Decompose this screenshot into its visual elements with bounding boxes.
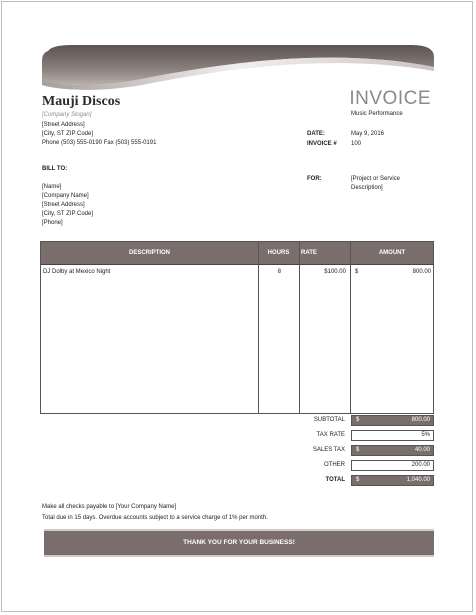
for-label: FOR: [307, 176, 322, 182]
tax-rate-box [351, 430, 434, 441]
bill-to-label: BILL TO: [42, 166, 68, 172]
date-value: May 9, 2016 [351, 131, 385, 137]
for-value: [Project or Service Description] [351, 176, 401, 191]
row-hours: 8 [277, 269, 281, 275]
bill-to-city: [City, ST ZIP Code] [42, 211, 94, 217]
invoice-title: INVOICE [349, 88, 431, 109]
subtotal-value: 800.00 [411, 417, 430, 423]
payment-notes [42, 503, 268, 523]
sales-tax-label: SALES TAX [312, 447, 345, 453]
sales-tax-currency: $ [356, 447, 360, 453]
col-rate-header: RATE [301, 250, 317, 256]
company-street: [Street Address] [42, 122, 85, 128]
total-label: TOTAL [325, 477, 345, 483]
row-description: DJ Dolby at Mexico Night [43, 269, 111, 275]
tax-rate-label: TAX RATE [316, 432, 345, 438]
company-slogan: [Company Slogan] [42, 112, 92, 118]
company-address [42, 121, 156, 148]
col-amount-header: AMOUNT [378, 250, 406, 256]
bill-to-name: [Name] [42, 184, 62, 190]
subtotal-currency: $ [356, 417, 360, 423]
bill-to-street: [Street Address] [42, 202, 85, 208]
payable-note: Make all checks payable to [Your Company Name] [42, 504, 177, 510]
column-divider [350, 242, 351, 413]
company-phone: Phone (503) 555-0190 Fax (503) 555-0191 [42, 140, 157, 146]
bill-to-phone: [Phone] [42, 220, 63, 226]
column-divider [299, 242, 300, 413]
row-currency: $ [355, 269, 359, 275]
total-box [351, 475, 434, 486]
table-header [41, 242, 433, 265]
total-value: 1,040.00 [406, 477, 430, 483]
subtotal-box [351, 415, 434, 426]
invoice-number-label: INVOICE # [307, 141, 337, 147]
bill-to-company: [Company Name] [42, 193, 89, 199]
col-hours-header: HOURS [267, 250, 290, 256]
terms-note: Total due in 15 days. Overdue accounts subject to a service charge of 1% per month. [42, 515, 268, 521]
col-description-header: DESCRIPTION [128, 250, 170, 256]
date-label: DATE: [307, 131, 325, 137]
subtotal-label: SUBTOTAL [313, 417, 345, 423]
other-box [351, 460, 434, 471]
tax-rate-value: 5% [421, 432, 430, 438]
bill-to-block [42, 183, 93, 228]
other-value: 200.00 [411, 462, 430, 468]
thank-you-footer: THANK YOU FOR YOUR BUSINESS! [44, 529, 434, 557]
line-items-table [40, 241, 434, 414]
sales-tax-box [351, 445, 434, 456]
column-divider [258, 242, 259, 413]
total-currency: $ [356, 477, 360, 483]
other-label: OTHER [324, 462, 345, 468]
company-city: [City, ST ZIP Code] [42, 131, 94, 137]
company-name: Mauji Discos [42, 94, 121, 109]
invoice-number-value: 100 [351, 141, 362, 147]
invoice-subtitle: Music Performance [351, 111, 403, 117]
sales-tax-value: 40.00 [414, 447, 430, 453]
row-rate: $100.00 [324, 269, 346, 275]
row-amount: 800.00 [412, 269, 431, 275]
